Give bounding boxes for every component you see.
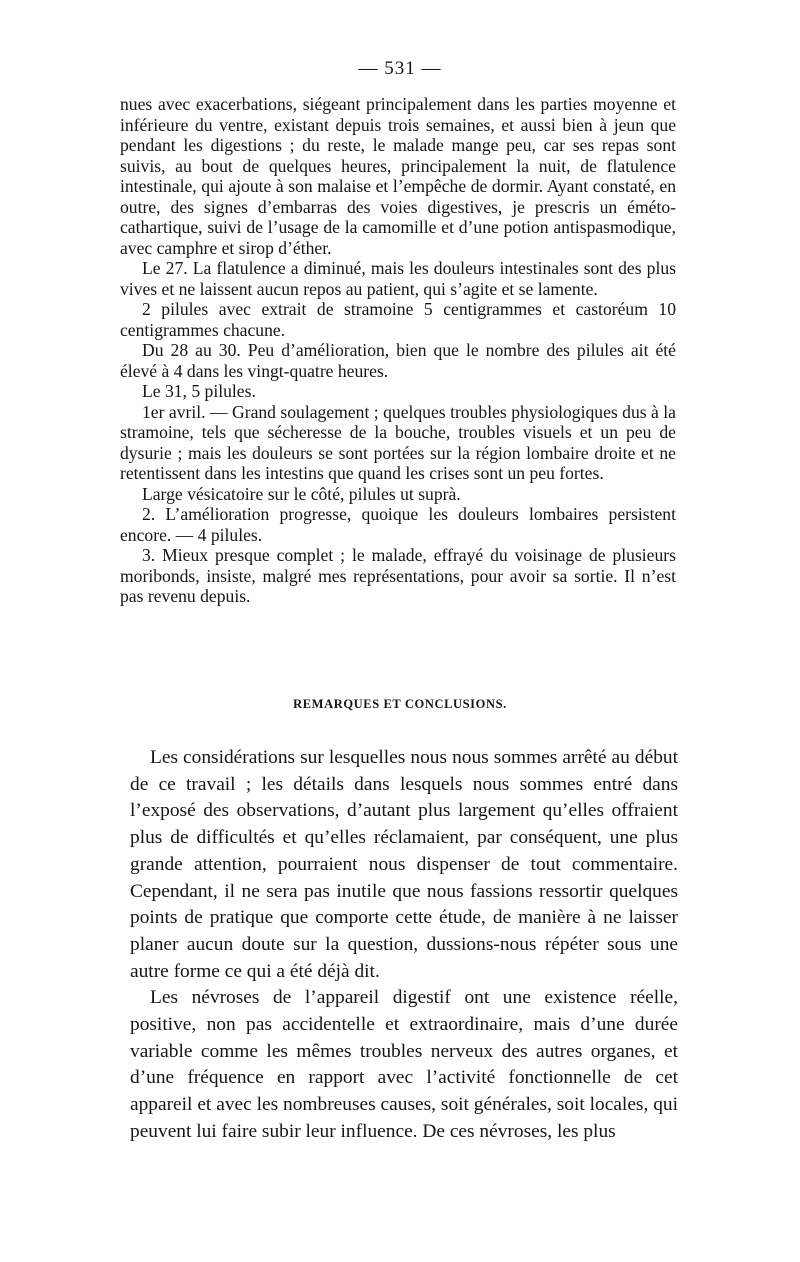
case-paragraph: nues avec exacerbations, siégeant principalement dans les parties moyenne et inférieure du ventre, existant depuis trois semaines, et aussi bien à jeun que pendant les digestions ; du reste, le malade mange peu, car ses repas sont suivis, au bout de quelques heures, principalement la nuit, de flatulence intestinale, qui ajoute à son malaise et l’empêche de dormir. Ayant constaté, en outre, des signes d’embarras des voies digestives, je prescris un éméto-cathartique, suivi de l’usage de la camomille et d’une potion antispasmodique, avec camphre et sirop d’éther. <box>120 94 676 258</box>
case-paragraph: 2 pilules avec extrait de stramoine 5 centigrammes et castoréum 10 centigrammes chacune. <box>120 299 676 340</box>
case-paragraph: Le 27. La flatulence a diminué, mais les douleurs intestinales sont des plus vives et ne laissent aucun repos au patient, qui s’agite et se lamente. <box>120 258 676 299</box>
case-paragraph: 2. L’amélioration progresse, quoique les douleurs lombaires persistent encore. — 4 pilules. <box>120 504 676 545</box>
case-paragraph: Large vésicatoire sur le côté, pilules ut suprà. <box>142 483 461 504</box>
case-paragraph: Du 28 au 30. Peu d’amélioration, bien que le nombre des pilules ait été élevé à 4 dans les vingt-quatre heures. <box>120 340 676 381</box>
case-paragraph: Le 31, 5 pilules. <box>142 381 256 401</box>
case-paragraph: 1er avril. — Grand soulagement ; quelques troubles physiologiques dus à la stramoine, tels que sécheresse de la bouche, troubles visuels et un peu de dysurie ; mais les douleurs se sont portées sur la région lombaire droite et ne retentissent dans les intestins que quand les crises sont un peu fortes. <box>120 401 676 483</box>
case-notes <box>120 94 676 607</box>
conclusion-paragraph: Les névroses de l’appareil digestif ont une existence réelle, positive, non pas accidentelle et extraordinaire, mais d’une durée variable comme les mêmes troubles nerveux des autres organes, et d’une fréquence en rapport avec l’activité fonctionnelle de cet appareil et avec les nombreuses causes, soit générales, soit locales, qui peuvent lui faire subir leur influence. De ces névroses, les plus <box>130 987 678 1142</box>
conclusions-body <box>130 745 678 1146</box>
page-number: — 531 — <box>358 58 442 79</box>
conclusion-paragraph: Les considérations sur lesquelles nous nous sommes arrêté au début de ce travail ; les détails dans lesquels nous sommes entré dans l’exposé des observations, d’autant plus largement qu’elles offraient plus de difficultés et qu’elles réclamaient, par conséquent, une plus grande attention, pourraient nous dispenser de tout commentaire. Cependant, il ne sera pas inutile que nous fassions ressortir quelques points de pratique que comporte cette étude, de manière à ne laisser planer aucun doute sur la question, dussions-nous répéter sous une autre forme ce qui a été déjà dit. <box>130 747 678 982</box>
section-title: REMARQUES ET CONCLUSIONS. <box>293 697 507 711</box>
case-paragraph: 3. Mieux presque complet ; le malade, effrayé du voisinage de plusieurs moribonds, insiste, malgré mes représentations, pour avoir sa sortie. Il n’est pas revenu depuis. <box>120 545 676 606</box>
